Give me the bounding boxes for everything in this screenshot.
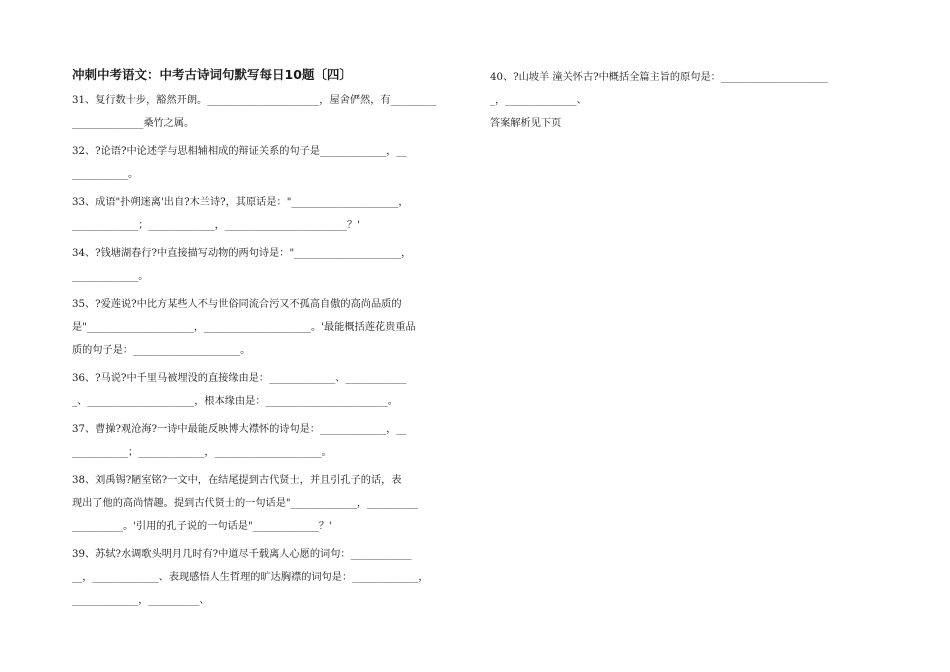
q38-line-3: __________。'引用的孔子说的一句话是"_____________？' [72, 521, 332, 532]
right-column [490, 66, 878, 135]
q35-line-1: 35、?爱莲说?中比方某些人不与世俗同流合污又不孤高自傲的高尚品质的 [72, 299, 402, 310]
q39-line-1: 39、苏轼?水调歌头明月几时有?中道尽千载离人心愿的词句：____________ [72, 549, 412, 560]
q32-line-2: ___________。 [72, 169, 139, 180]
q34-line-1: 34、?钱塘湖春行?中直接描写动物的两句诗是："_____________________， [72, 248, 412, 259]
q35-line-2: 是"_____________________，_____________________。'最能概括莲花贵重品 [72, 322, 416, 333]
q33-line-1: 33、成语"扑朔迷离'出自?木兰诗?，其原话是："_____________________， [72, 197, 409, 208]
q38-line-1: 38、刘禹锡?陋室铭?一文中，在结尾提到古代贤士，并且引孔子的话，表 [72, 475, 402, 486]
q39-line-2: __，_____________、表现感悟人生哲理的旷达胸襟的词句是：_____________， [72, 572, 429, 583]
q35-line-3: 质的句子是：_____________________。 [72, 345, 251, 356]
q37-line-1: 37、曹操?观沧海?一诗中最能反映博大襟怀的诗句是：_____________，__ [72, 424, 407, 435]
answer-note: 答案解析见下页 [490, 118, 562, 129]
document-title: 冲刺中考语文：中考古诗词句默写每日10题〔四〕 [72, 67, 352, 82]
q38-line-2: 现出了他的高尚情趣。提到古代贤士的一句话是"_____________，__________ [72, 498, 418, 509]
q31-line-1: 31、复行数十步，豁然开朗。______________________，屋舍俨然，有_________ [72, 95, 437, 106]
q31-line-2: ______________桑竹之属。 [72, 118, 195, 129]
q33-line-2: _____________；_____________，________________________？' [72, 220, 361, 231]
q36-line-2: _、_____________________，根本缘由是：________________________。 [72, 396, 398, 407]
q40-line-1: 40、?山坡羊 潼关怀古?中概括全篇主旨的原句是：_____________________ [490, 72, 828, 83]
q34-line-2: _____________。 [72, 271, 149, 282]
q32-line-1: 32、?论语?中论述学与思相辅相成的辩证关系的句子是_____________，__ [72, 146, 407, 157]
q36-line-1: 36、?马说?中千里马被埋没的直接缘由是：_____________、____________ [72, 373, 407, 384]
q37-line-2: ___________；_____________，_____________________。 [72, 447, 332, 458]
left-column [72, 66, 460, 612]
q40-line-2: _，______________、 [490, 95, 587, 106]
q39-line-3: _____________，__________、 [72, 595, 210, 606]
